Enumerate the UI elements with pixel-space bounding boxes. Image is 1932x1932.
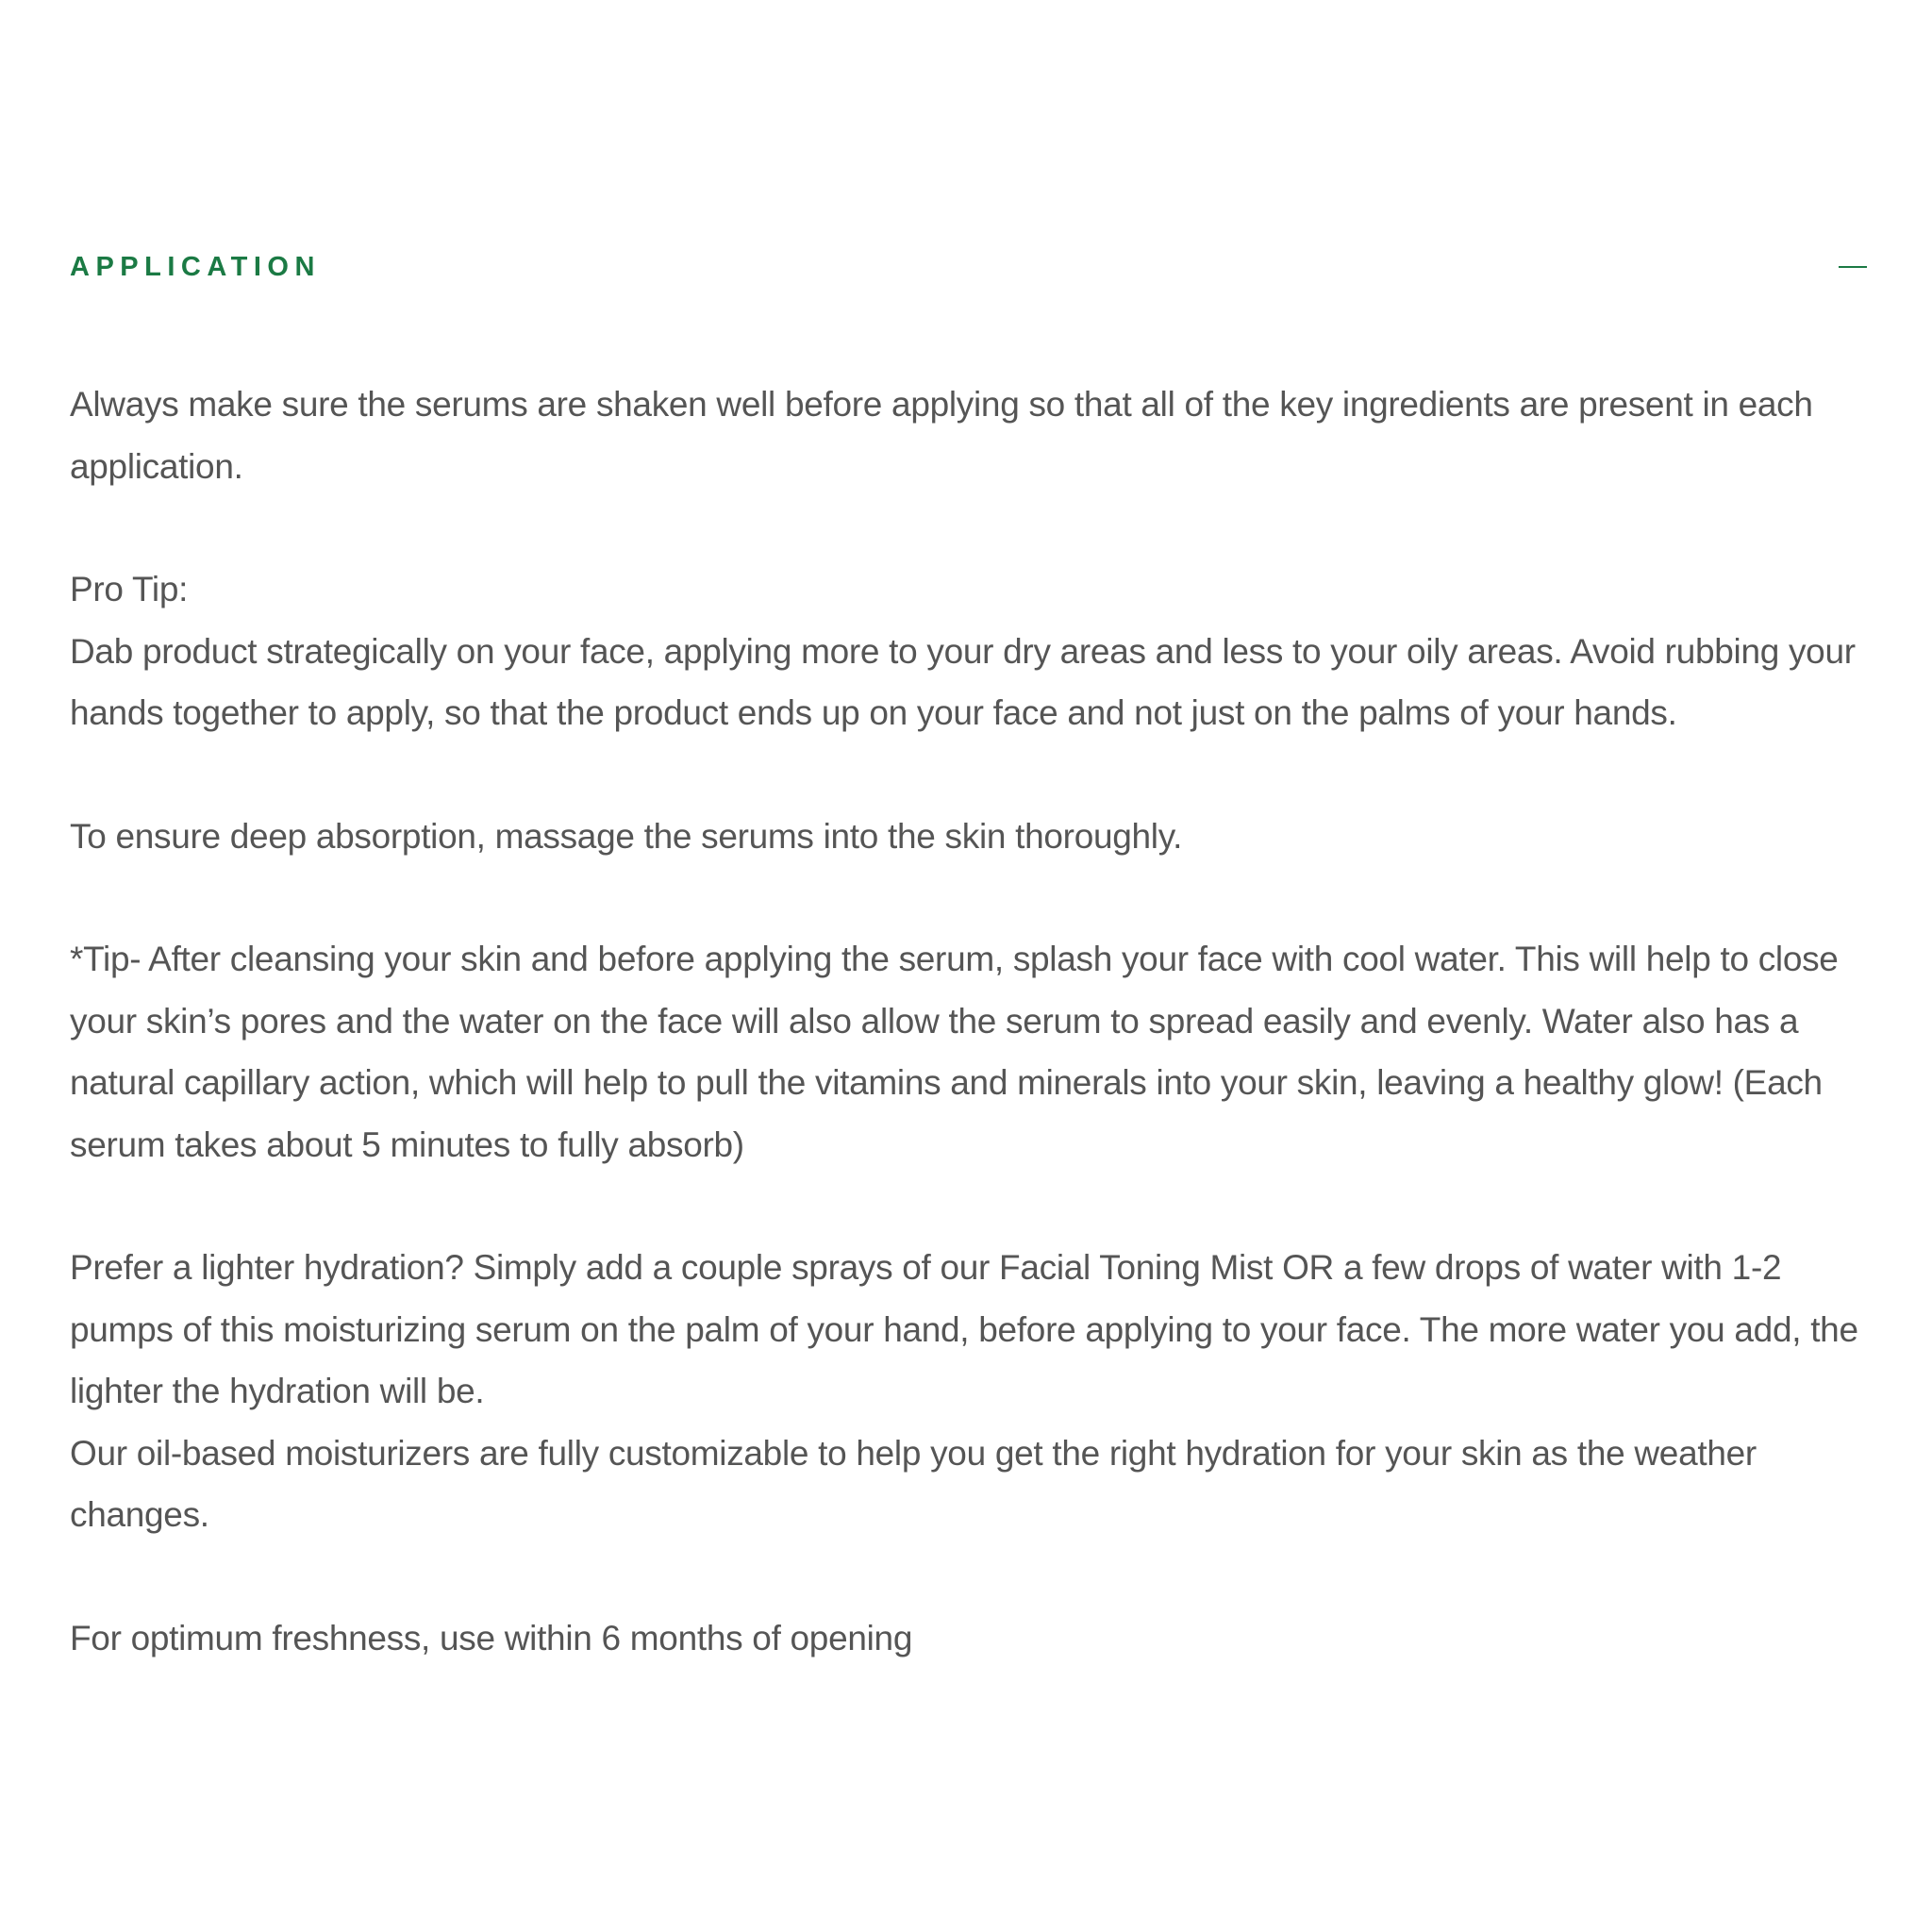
section-title: APPLICATION: [70, 251, 321, 282]
paragraph-line: Prefer a lighter hydration? Simply add a couple sprays of our Facial Toning Mist OR a few drops of water with 1-2 pumps of this moisturizing serum on the palm of your hand, before applying to your face. The more water you add, the lighter the hydration will be.: [70, 1248, 1858, 1410]
paragraph-line: *Tip- After cleansing your skin and before applying the serum, splash your face with cool water. This will help to close your skin’s pores and the water on the face will also allow the serum to spread easily and evenly. Water also has a natural capillary action, which will help to pull the vitamins and minerals into your skin, leaving a healthy glow! (Each serum takes about 5 minutes to fully absorb): [70, 940, 1839, 1164]
paragraph-line: Dab product strategically on your face, applying more to your dry areas and less to your oily areas. Avoid rubbing your hands together to apply, so that the product ends up on your face and not just on the palms of your hands.: [70, 631, 1856, 732]
paragraph-line: Always make sure the serums are shaken well before applying so that all of the key ingredients are present in each application.: [70, 385, 1813, 486]
application-accordion: [70, 236, 1868, 1730]
paragraph-shake-serums: [70, 374, 1868, 497]
pro-tip-label: Pro Tip:: [70, 570, 189, 608]
paragraph-pro-tip: [70, 558, 1868, 744]
paragraph-line: For optimum freshness, use within 6 months of opening: [70, 1618, 913, 1657]
accordion-content: [70, 374, 1868, 1669]
minus-icon: [1839, 266, 1867, 268]
paragraph-cool-water-tip: [70, 928, 1868, 1175]
collapse-toggle-button[interactable]: [1830, 248, 1875, 286]
paragraph-deep-absorption: [70, 806, 1868, 868]
accordion-header[interactable]: [70, 236, 1868, 298]
paragraph-lighter-hydration: [70, 1237, 1868, 1546]
paragraph-freshness: [70, 1607, 1868, 1670]
paragraph-line: To ensure deep absorption, massage the serums into the skin thoroughly.: [70, 816, 1183, 856]
paragraph-line: Our oil-based moisturizers are fully customizable to help you get the right hydration for your skin as the weather changes.: [70, 1433, 1757, 1534]
